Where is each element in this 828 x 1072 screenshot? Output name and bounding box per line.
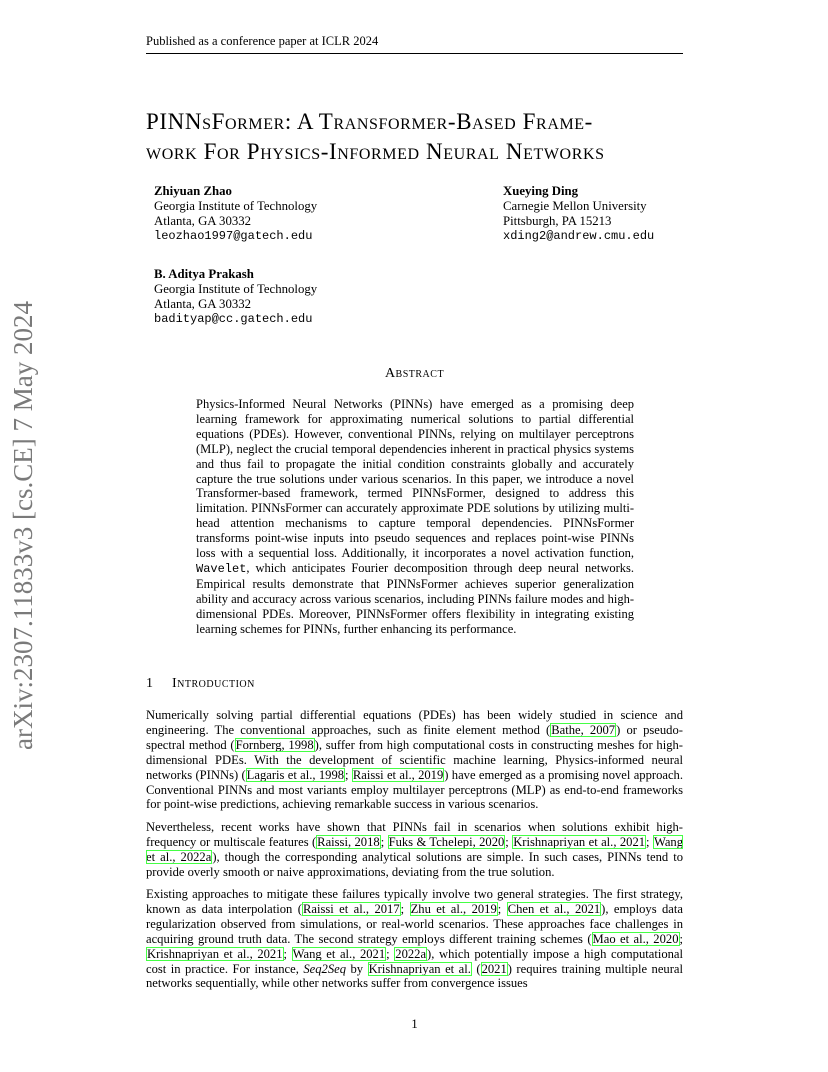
section-number: 1: [146, 676, 154, 691]
arxiv-identifier: arXiv:2307.11833v3 [cs.CE] 7 May 2024: [8, 301, 38, 750]
text-run: ) have emerged as a promising novel approach. Conventional PINNs and most variants employ multilayer perceptrons (MLP) as end-to-end frameworks for point-wise predictions, achieving remarkable success in various scenarios.: [146, 767, 683, 812]
abstract-text: [196, 397, 634, 637]
author-email: badityap@cc.gatech.edu: [154, 312, 313, 326]
abstract-heading: Abstract: [384, 366, 445, 381]
author-affiliation: Carnegie Mellon University: [503, 199, 647, 213]
citation-link[interactable]: Fornberg, 1998: [235, 737, 314, 752]
title-line-2: work For Physics-Informed Neural Networks: [146, 139, 605, 164]
citation-link[interactable]: Zhu et al., 2019: [410, 901, 497, 916]
page-number: 1: [411, 1016, 418, 1031]
author-address: Pittsburgh, PA 15213: [503, 214, 612, 228]
intro-paragraph-1: [146, 708, 683, 812]
author-block: [154, 184, 317, 244]
author-block: [503, 184, 654, 244]
title-line-1: PINNsFormer: A Transformer-Based Frame-: [146, 109, 593, 134]
citation-link[interactable]: Bathe, 2007: [551, 722, 616, 737]
citation-link[interactable]: Krishnapriyan et al., 2021: [513, 834, 646, 849]
author-name: Xueying Ding: [503, 184, 579, 198]
citation-link[interactable]: Krishnapriyan et al.: [368, 961, 471, 976]
text-run: ), though the corresponding analytical solutions are simple. In such cases, PINNs tend to provide overly smooth or naive approximations, deviating from the true solution.: [146, 849, 683, 879]
text-run: ;: [386, 946, 395, 961]
abstract-part: Physics-Informed Neural Networks (PINNs) have emerged as a promising deep learning framework for approximating numerical solutions to partial differential equations (PDEs). However, conventional PINNs, relying on multilayer perceptrons (MLP), neglect the crucial temporal dependencies inherent in practical physics systems and thus fail to propagate the initial condition constraints globally and accurately capture the true solutions under various scenarios. In this paper, we introduce a novel Transformer-based framework, termed PINNsFormer, designed to address this limitation. PINNsFormer can accurately approximate PDE solutions by utilizing multi-head attention mechanisms to capture temporal dependencies. PINNsFormer transforms point-wise inputs into pseudo sequences and replaces point-wise PINNs loss with a sequential loss. Additionally, it incorporates a novel activation function,: [196, 397, 634, 561]
author-affiliation: Georgia Institute of Technology: [154, 199, 318, 213]
citation-link[interactable]: Chen et al., 2021: [507, 901, 601, 916]
text-run: ;: [679, 931, 683, 946]
citation-link[interactable]: Raissi et al., 2019: [352, 767, 444, 782]
text-run: Nevertheless, recent works have shown that PINNs fail in scenarios when solutions exhibit high-frequency or multiscale features (: [146, 820, 683, 849]
text-run: ) or pseudo-spectral method (: [146, 722, 683, 752]
text-run: ;: [283, 946, 292, 961]
author-address: Atlanta, GA 30332: [154, 297, 252, 311]
text-run: ), which potentially impose a high computational cost in practice. For instance,: [146, 946, 684, 976]
intro-paragraph-3: [146, 887, 683, 991]
citation-link[interactable]: Mao et al., 2020: [592, 931, 679, 946]
author-name: B. Aditya Prakash: [154, 267, 254, 281]
author-affiliation: Georgia Institute of Technology: [154, 282, 318, 296]
citation-link[interactable]: Raissi et al., 2017: [302, 901, 400, 916]
section-heading: [146, 676, 255, 692]
citation-link[interactable]: Wang et al., 2022a: [146, 834, 683, 864]
text-run: (: [471, 961, 481, 976]
text-run: ;: [345, 767, 352, 782]
author-email: leozhao1997@gatech.edu: [154, 229, 313, 243]
text-run: ;: [497, 901, 507, 916]
author-name: Zhiyuan Zhao: [154, 184, 232, 198]
text-run: by: [346, 961, 368, 976]
method-name: Seq2Seq: [303, 961, 347, 976]
author-block: [154, 267, 317, 327]
text-run: Existing approaches to mitigate these failures typically involve two general strategies. The first strategy, known as data interpolation (: [146, 887, 683, 916]
text-run: ), employs data regularization observed from simulations, or real-world scenarios. These approaches face challenges in acquiring ground truth data. The second strategy employs different training schemes (: [146, 901, 683, 946]
text-run: ;: [380, 834, 388, 849]
author-address: Atlanta, GA 30332: [154, 214, 252, 228]
citation-link[interactable]: 2021: [481, 961, 507, 976]
citation-link[interactable]: 2022a: [395, 946, 427, 961]
citation-link[interactable]: Raissi, 2018: [317, 834, 380, 849]
author-email: xding2@andrew.cmu.edu: [503, 229, 655, 243]
paper-title: [146, 107, 706, 167]
text-run: ;: [400, 901, 410, 916]
running-header: Published as a conference paper at ICLR 2024: [146, 34, 683, 54]
text-run: Numerically solving partial differential equations (PDEs) has been widely studied in science and engineering. The conventional approaches, such as finite element method (: [146, 708, 683, 737]
intro-paragraph-2: [146, 820, 683, 880]
citation-link[interactable]: Fuks & Tchelepi, 2020: [388, 834, 505, 849]
abstract-part: , which anticipates Fourier decomposition through deep neural networks. Empirical results demonstrate that PINNsFormer achieves superior generalization ability and accuracy across various scenarios, including PINNs failure modes and high-dimensional PDEs. Moreover, PINNsFormer offers flexibility in integrating existing learning schemes for PINNs, further enhancing its performance.: [196, 560, 634, 636]
citation-link[interactable]: Lagaris et al., 1998: [246, 767, 345, 782]
text-run: ;: [646, 834, 653, 849]
text-run: ), suffer from high computational costs in constructing meshes for high-dimensional PDEs. With the development of scientific machine learning, Physics-informed neural networks (PINNs) (: [146, 737, 683, 782]
abstract-code-term: Wavelet: [196, 561, 247, 576]
text-run: ;: [505, 834, 513, 849]
section-title: Introduction: [172, 676, 255, 691]
citation-link[interactable]: Krishnapriyan et al., 2021: [147, 946, 283, 961]
text-run: ) requires training multiple neural networks sequentially, while other networks suffer from convergence issues: [146, 961, 684, 991]
citation-link[interactable]: Wang et al., 2021: [292, 946, 386, 961]
